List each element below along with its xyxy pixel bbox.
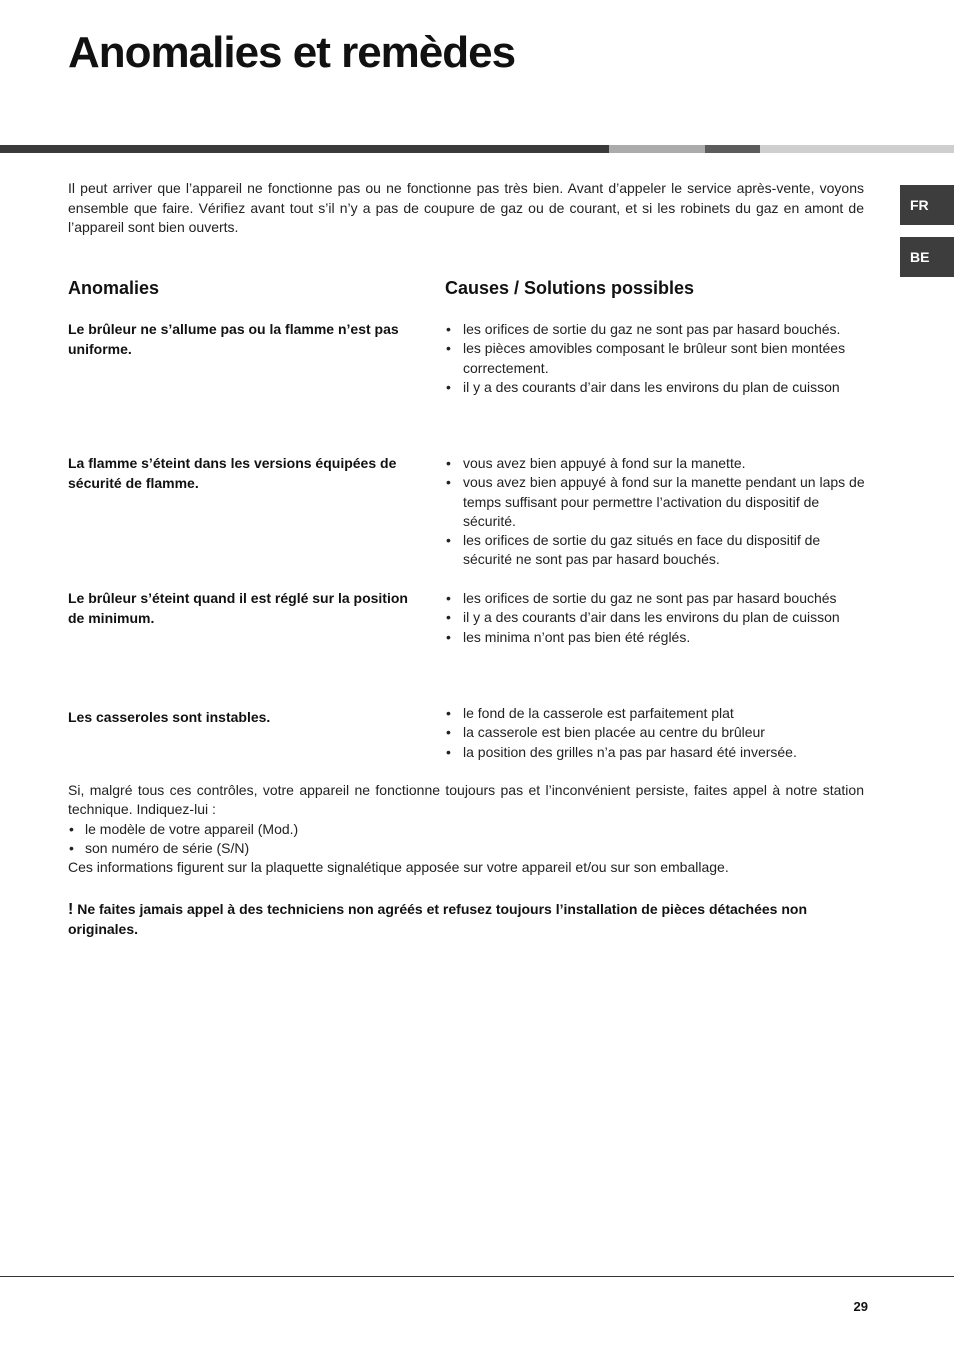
intro-paragraph: Il peut arriver que l’appareil ne fonctionne pas ou ne fonctionne pas très bien. Avant d’appeler le service après-vente, voyons ensemble que faire. Vérifiez avant tout s’il n’y a pas de coupure de gaz ou de courant, et si les robinets du gaz en amont de l’appareil sont bien ouverts.: [68, 180, 864, 235]
problem-2: La flamme s’éteint dans les versions équipées de sécurité de flamme.: [68, 455, 397, 491]
language-tab-be: BE: [900, 237, 954, 277]
cause-item: • la casserole est bien placée au centre du brûleur: [445, 723, 870, 742]
problem-3: Le brûleur s’éteint quand il est réglé sur la position de minimum.: [68, 590, 408, 626]
cause-item: • les pièces amovibles composant le brûleur sont bien montées correctement.: [445, 339, 870, 378]
closing-note: Ces informations figurent sur la plaquette signalétique apposée sur votre appareil et/ou sur son emballage.: [68, 859, 729, 876]
closing-item-model: • le modèle de votre appareil (Mod.): [68, 820, 864, 839]
cause-item: • les orifices de sortie du gaz ne sont pas par hasard bouchés.: [445, 320, 870, 339]
cause-item: • vous avez bien appuyé à fond sur la manette pendant un laps de temps suffisant pour permettre l’activation du dispositif de sécurité.: [445, 473, 870, 531]
cause-item: • il y a des courants d’air dans les environs du plan de cuisson: [445, 608, 870, 627]
cause-item: • les minima n’ont pas bien été réglés.: [445, 628, 870, 647]
causes-list-1: [445, 320, 870, 397]
closing-item-serial: • son numéro de série (S/N): [68, 839, 864, 858]
footer-rule: [0, 1276, 954, 1277]
anomalies-heading: Anomalies: [68, 278, 160, 298]
causes-list-4: [445, 704, 870, 762]
header-rule-light: [609, 145, 705, 153]
header-rule-dark: [0, 145, 609, 153]
closing-section: [68, 781, 864, 877]
header-rule-mid: [705, 145, 760, 153]
closing-list: [68, 820, 864, 859]
problem-4: Les casseroles sont instables.: [68, 709, 271, 725]
page-title: Anomalies et remèdes: [68, 28, 516, 77]
cause-item: • il y a des courants d’air dans les environs du plan de cuisson: [445, 378, 870, 397]
cause-item: • le fond de la casserole est parfaitement plat: [445, 704, 870, 723]
cause-item: • les orifices de sortie du gaz ne sont pas par hasard bouchés: [445, 589, 870, 608]
warning-text: Ne faites jamais appel à des techniciens non agréés et refusez toujours l’installation de pièces détachées non originales.: [68, 901, 808, 937]
causes-list-3: [445, 589, 870, 647]
page-number: 29: [853, 1299, 868, 1314]
warning-note: [68, 900, 864, 939]
causes-list-2: [445, 454, 870, 570]
language-tab-fr: FR: [900, 185, 954, 225]
cause-item: • la position des grilles n’a pas par hasard été inversée.: [445, 743, 870, 762]
cause-item: • vous avez bien appuyé à fond sur la manette.: [445, 454, 870, 473]
cause-item: • les orifices de sortie du gaz situés en face du dispositif de sécurité ne sont pas par hasard bouchés.: [445, 531, 870, 570]
header-rule-pale: [760, 145, 954, 153]
problem-1: Le brûleur ne s’allume pas ou la flamme n’est pas uniforme.: [68, 321, 399, 357]
warning-icon: !: [68, 901, 74, 918]
causes-heading: Causes / Solutions possibles: [445, 278, 695, 298]
closing-paragraph: Si, malgré tous ces contrôles, votre appareil ne fonctionne toujours pas et l’inconvénient persiste, faites appel à notre station technique. Indiquez-lui :: [68, 782, 864, 818]
